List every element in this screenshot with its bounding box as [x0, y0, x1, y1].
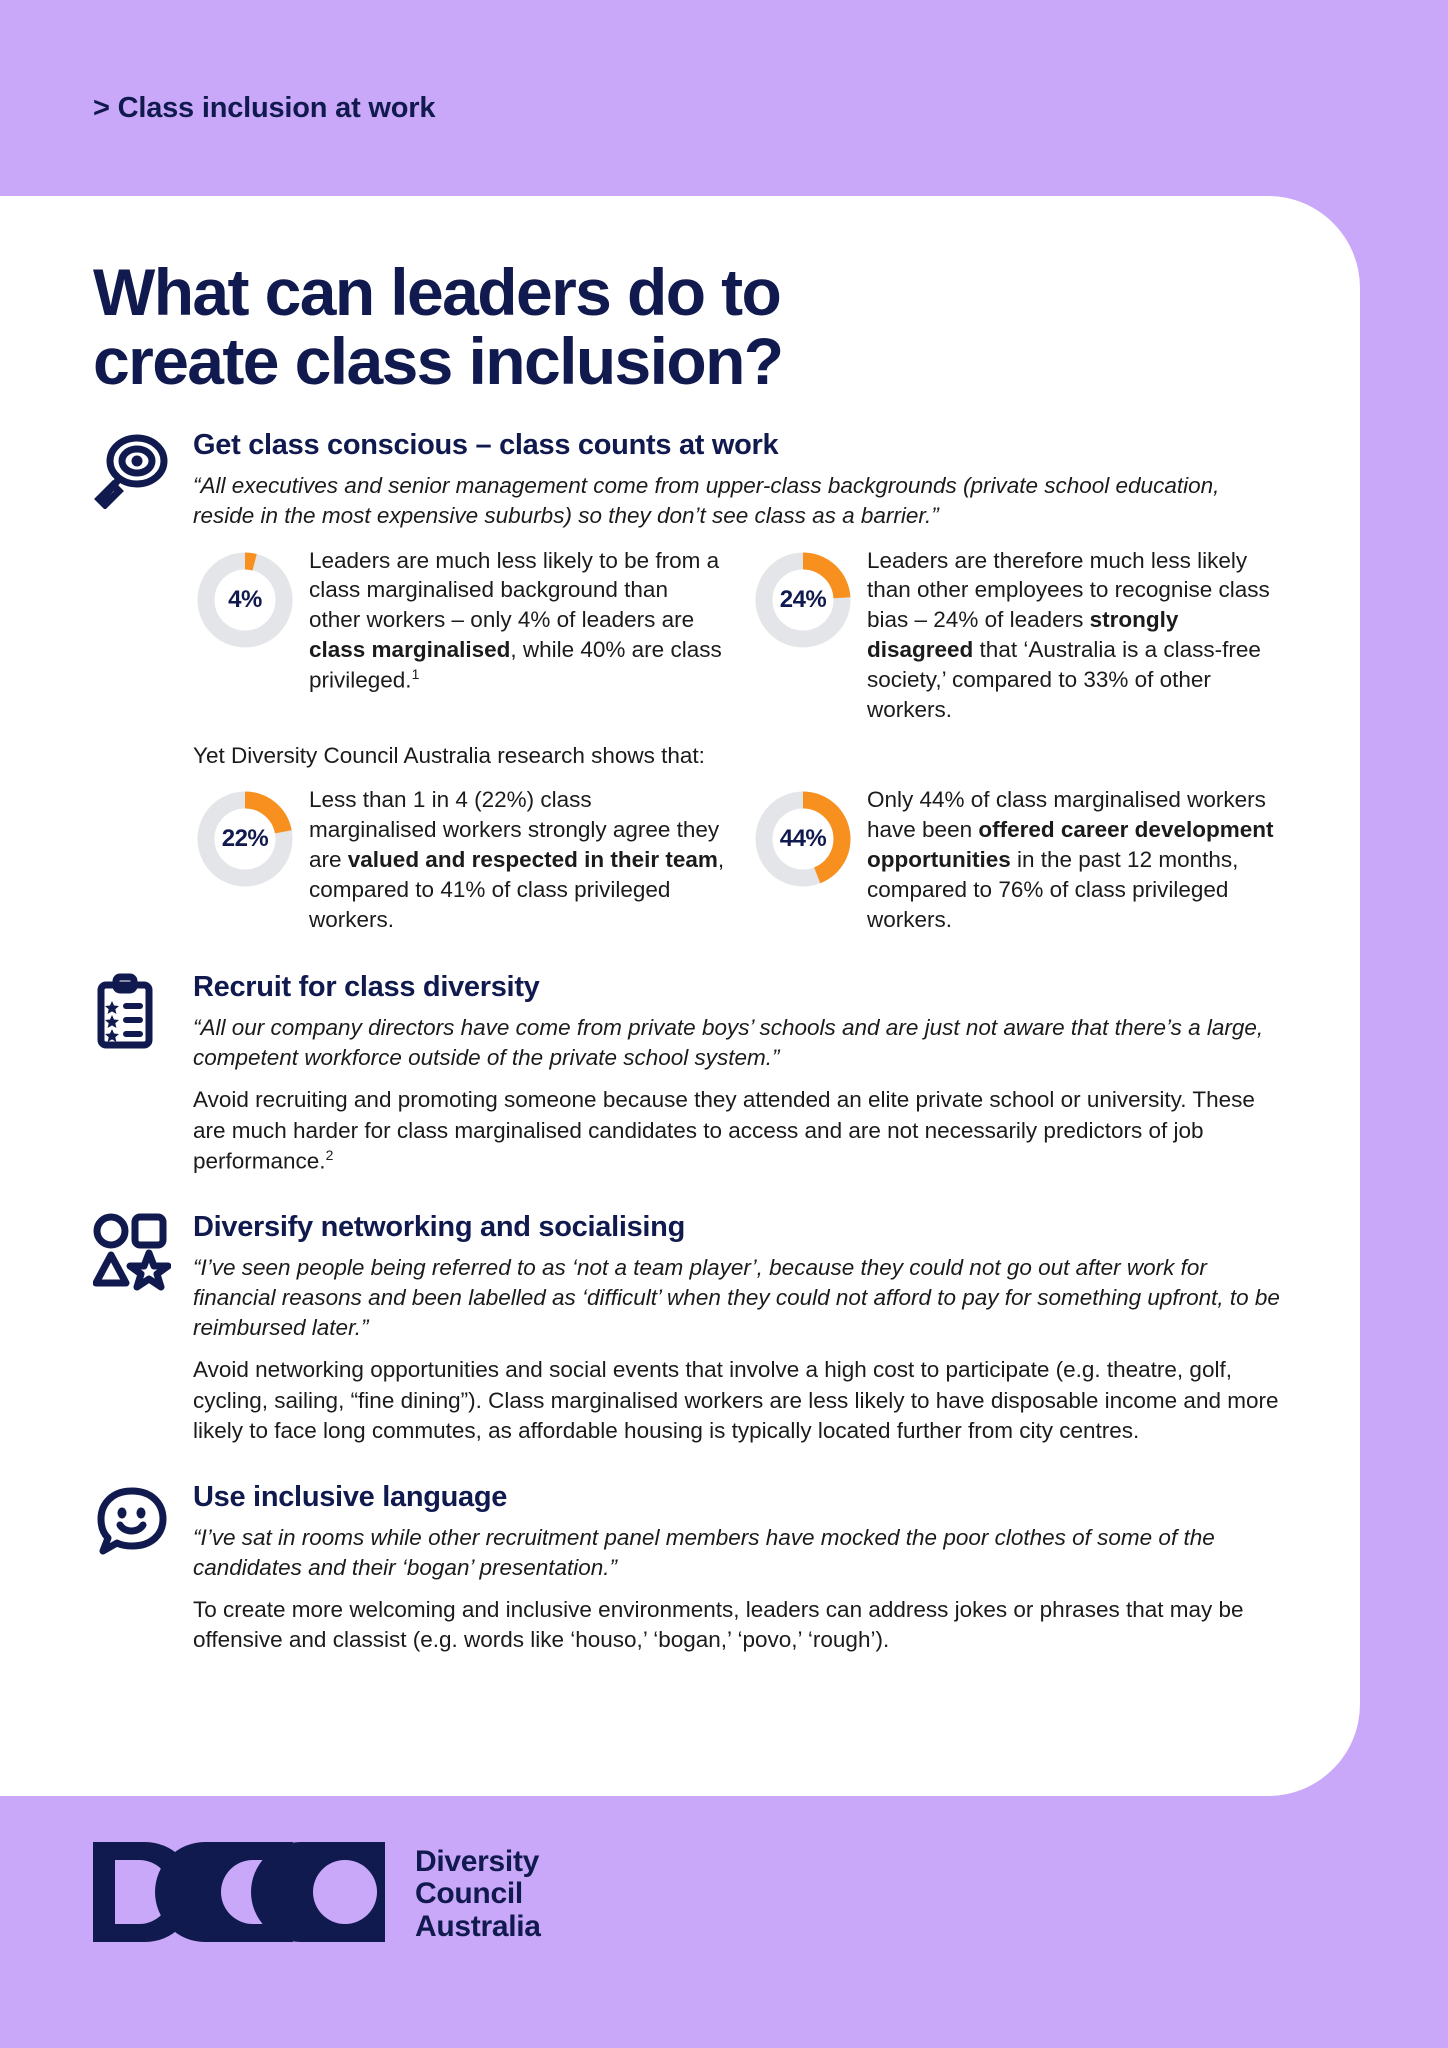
- stat-text-bold: offered career development opportunities: [867, 817, 1274, 873]
- section-body-text: Avoid recruiting and promoting someone because they attended an elite private school or university. These are much harder for class marginalised candidates to access and are not necessarily predictors of job performance.: [193, 1087, 1255, 1174]
- section-recruit-for-class-diversity: [93, 971, 1283, 1177]
- content-card: [0, 196, 1360, 1796]
- section-quote: “I’ve seen people being referred to as ‘not a team player’, because they could not go out after work for financial reasons and been labelled as ‘difficult’ when they could not afford to pay for something upfront, to be reimbursed later.”: [193, 1254, 1280, 1341]
- page-title-line-1: What can leaders do to: [93, 255, 781, 329]
- donut-chart-24: [751, 548, 855, 652]
- section-title: Recruit for class diversity: [193, 971, 540, 1004]
- stat-24-percent: [751, 546, 1283, 726]
- page-title-line-2: create class inclusion?: [93, 323, 783, 398]
- footer-band: [0, 1796, 1448, 2048]
- donut-value-label: 4%: [228, 585, 262, 613]
- stat-text-pre: Less than 1 in 4 (22%) class marginalised workers strongly agree they are: [309, 787, 720, 873]
- stat-text: [867, 785, 1283, 935]
- section-title: Diversify networking and socialising: [193, 1210, 685, 1243]
- logo-word-diversity: Diversity: [415, 1844, 540, 1878]
- stat-text: [309, 546, 725, 696]
- page-title: [93, 196, 1283, 398]
- stat-22-percent: [193, 785, 725, 935]
- dca-logo-mark: [93, 1834, 393, 1955]
- stat-text-bold: valued and respected in their team: [347, 847, 718, 873]
- donut-value-label: 24%: [779, 585, 827, 613]
- stat-44-percent: [751, 785, 1283, 935]
- section-use-inclusive-language: [93, 1481, 1283, 1656]
- magnifier-eye-icon: [93, 431, 171, 509]
- stat-text-bold: class marginalised: [309, 637, 511, 663]
- stat-row-primary: [193, 546, 1283, 726]
- stat-text: [309, 785, 725, 935]
- logo-word-australia: Australia: [415, 1909, 541, 1943]
- stat-4-percent: [193, 546, 725, 726]
- donut-chart-4: [193, 548, 297, 652]
- donut-chart-44: [751, 787, 855, 891]
- stat-text-pre: Leaders are therefore much less likely than other employees to recognise class bias – 24% of leaders: [867, 547, 1270, 633]
- dca-logo: [93, 1834, 541, 1955]
- section-get-class-conscious: [93, 429, 1283, 935]
- header-band: [0, 0, 1448, 196]
- section-quote: “I’ve sat in rooms while other recruitment panel members have mocked the poor clothes of some of the candidates and their ‘bogan’ presentation.”: [193, 1524, 1215, 1580]
- footnote-marker: 1: [411, 666, 420, 683]
- section-title: Get class conscious – class counts at work: [193, 429, 779, 462]
- smiley-speech-icon: [93, 1483, 171, 1561]
- donut-chart-22: [193, 787, 297, 891]
- section-body: Avoid networking opportunities and social events that involve a high cost to participate (e.g. theatre, golf, cycling, sailing, “fine dining”). Class marginalised workers are less likely to have disposable income and more likely to face long commutes, as affordable housing is typically located further from city centres.: [193, 1357, 1279, 1444]
- section-quote: “All executives and senior management come from upper-class backgrounds (private school education, reside in the most expensive suburbs) so they don’t see class as a barrier.”: [193, 473, 1220, 529]
- section-quote: “All our company directors have come from private boys’ schools and are just not aware that there’s a large, competent workforce outside of the private school system.”: [193, 1015, 1264, 1071]
- dca-logo-wordmark: [415, 1846, 541, 1943]
- donut-value-label: 44%: [779, 825, 827, 853]
- research-intro-line: Yet Diversity Council Australia research shows that:: [193, 743, 705, 769]
- stat-text-post: , compared to 41% of class privileged workers.: [309, 847, 725, 933]
- content-card-inner: [93, 196, 1283, 1666]
- stat-text-bold: strongly disagreed: [867, 607, 1179, 663]
- stat-row-secondary: [193, 785, 1283, 935]
- section-diversify-networking: [93, 1211, 1283, 1447]
- logo-word-council: Council: [415, 1877, 523, 1911]
- stat-text: [867, 546, 1283, 726]
- stat-text-post: , while 40% are class privileged.: [309, 637, 722, 693]
- stat-text-post: in the past 12 months, compared to 76% of class privileged workers.: [867, 847, 1239, 933]
- footnote-marker: 2: [325, 1147, 334, 1164]
- stat-text-post: that ‘Australia is a class-free society,’ compared to 33% of other workers.: [867, 637, 1261, 723]
- stat-text-pre: Leaders are much less likely to be from a class marginalised background than other workers – only 4% of leaders are: [309, 547, 720, 633]
- shapes-icon: [93, 1213, 171, 1291]
- clipboard-checklist-icon: [93, 973, 171, 1051]
- breadcrumb: > Class inclusion at work: [93, 92, 436, 124]
- section-title: Use inclusive language: [193, 1480, 508, 1513]
- section-body: To create more welcoming and inclusive environments, leaders can address jokes or phrases that may be offensive and classist (e.g. words like ‘houso,’ ‘bogan,’ ‘povo,’ ‘rough’).: [193, 1596, 1244, 1653]
- section-body: [193, 1085, 1283, 1177]
- stat-text-pre: Only 44% of class marginalised workers have been: [867, 787, 1266, 843]
- donut-value-label: 22%: [221, 825, 269, 853]
